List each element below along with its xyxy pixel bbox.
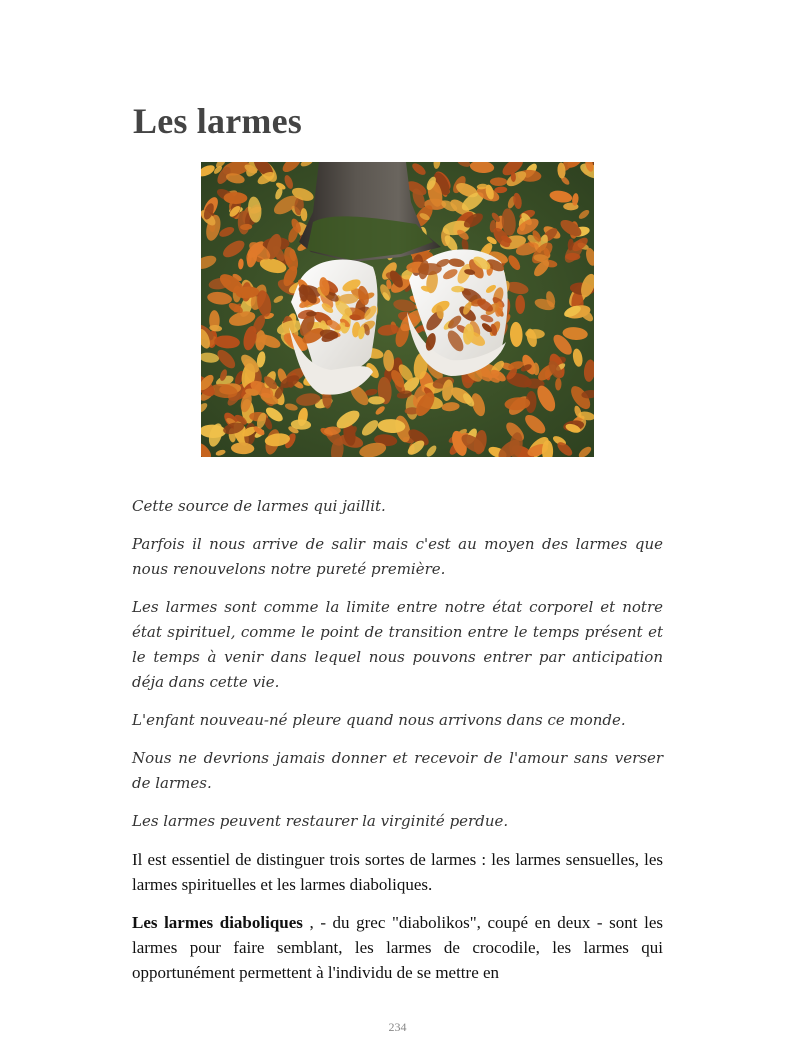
quote-paragraph: Les larmes peuvent restaurer la virginité perdue. xyxy=(132,812,509,830)
body-paragraph xyxy=(132,910,663,985)
quote-paragraph: Cette source de larmes qui jaillit. xyxy=(132,497,386,515)
italic-quotes xyxy=(132,494,663,985)
body-paragraph-rest: , - du grec "diabolikos", coupé en deux - sont les larmes pour faire semblant, les larmes de crocodile, les larmes qui opportunément permettent à l'individu de se mettre en xyxy=(132,913,663,982)
quote-paragraph: Les larmes sont comme la limite entre notre état corporel et notre état spirituel, comme le point de transition entre le temps présent et le temps à venir dans lequel nous pouvons entrer par anticipation déja dans cette vie. xyxy=(132,598,663,691)
page-title: Les larmes xyxy=(133,101,302,141)
autumn-leaves-photo xyxy=(201,162,594,457)
quote-paragraph: Nous ne devrions jamais donner et recevoir de l'amour sans verser de larmes. xyxy=(132,749,663,792)
quote-paragraph: L'enfant nouveau-né pleure quand nous arrivons dans ce monde. xyxy=(132,711,626,729)
body-paragraph: Il est essentiel de distinguer trois sortes de larmes : les larmes sensuelles, les larmes spirituelles et les larmes diaboliques. xyxy=(132,850,663,894)
page-number: 234 xyxy=(388,1020,407,1034)
bold-term: Les larmes diaboliques xyxy=(132,913,303,932)
quote-paragraph: Parfois il nous arrive de salir mais c'est au moyen des larmes que nous renouvelons notre pureté première. xyxy=(132,535,663,578)
